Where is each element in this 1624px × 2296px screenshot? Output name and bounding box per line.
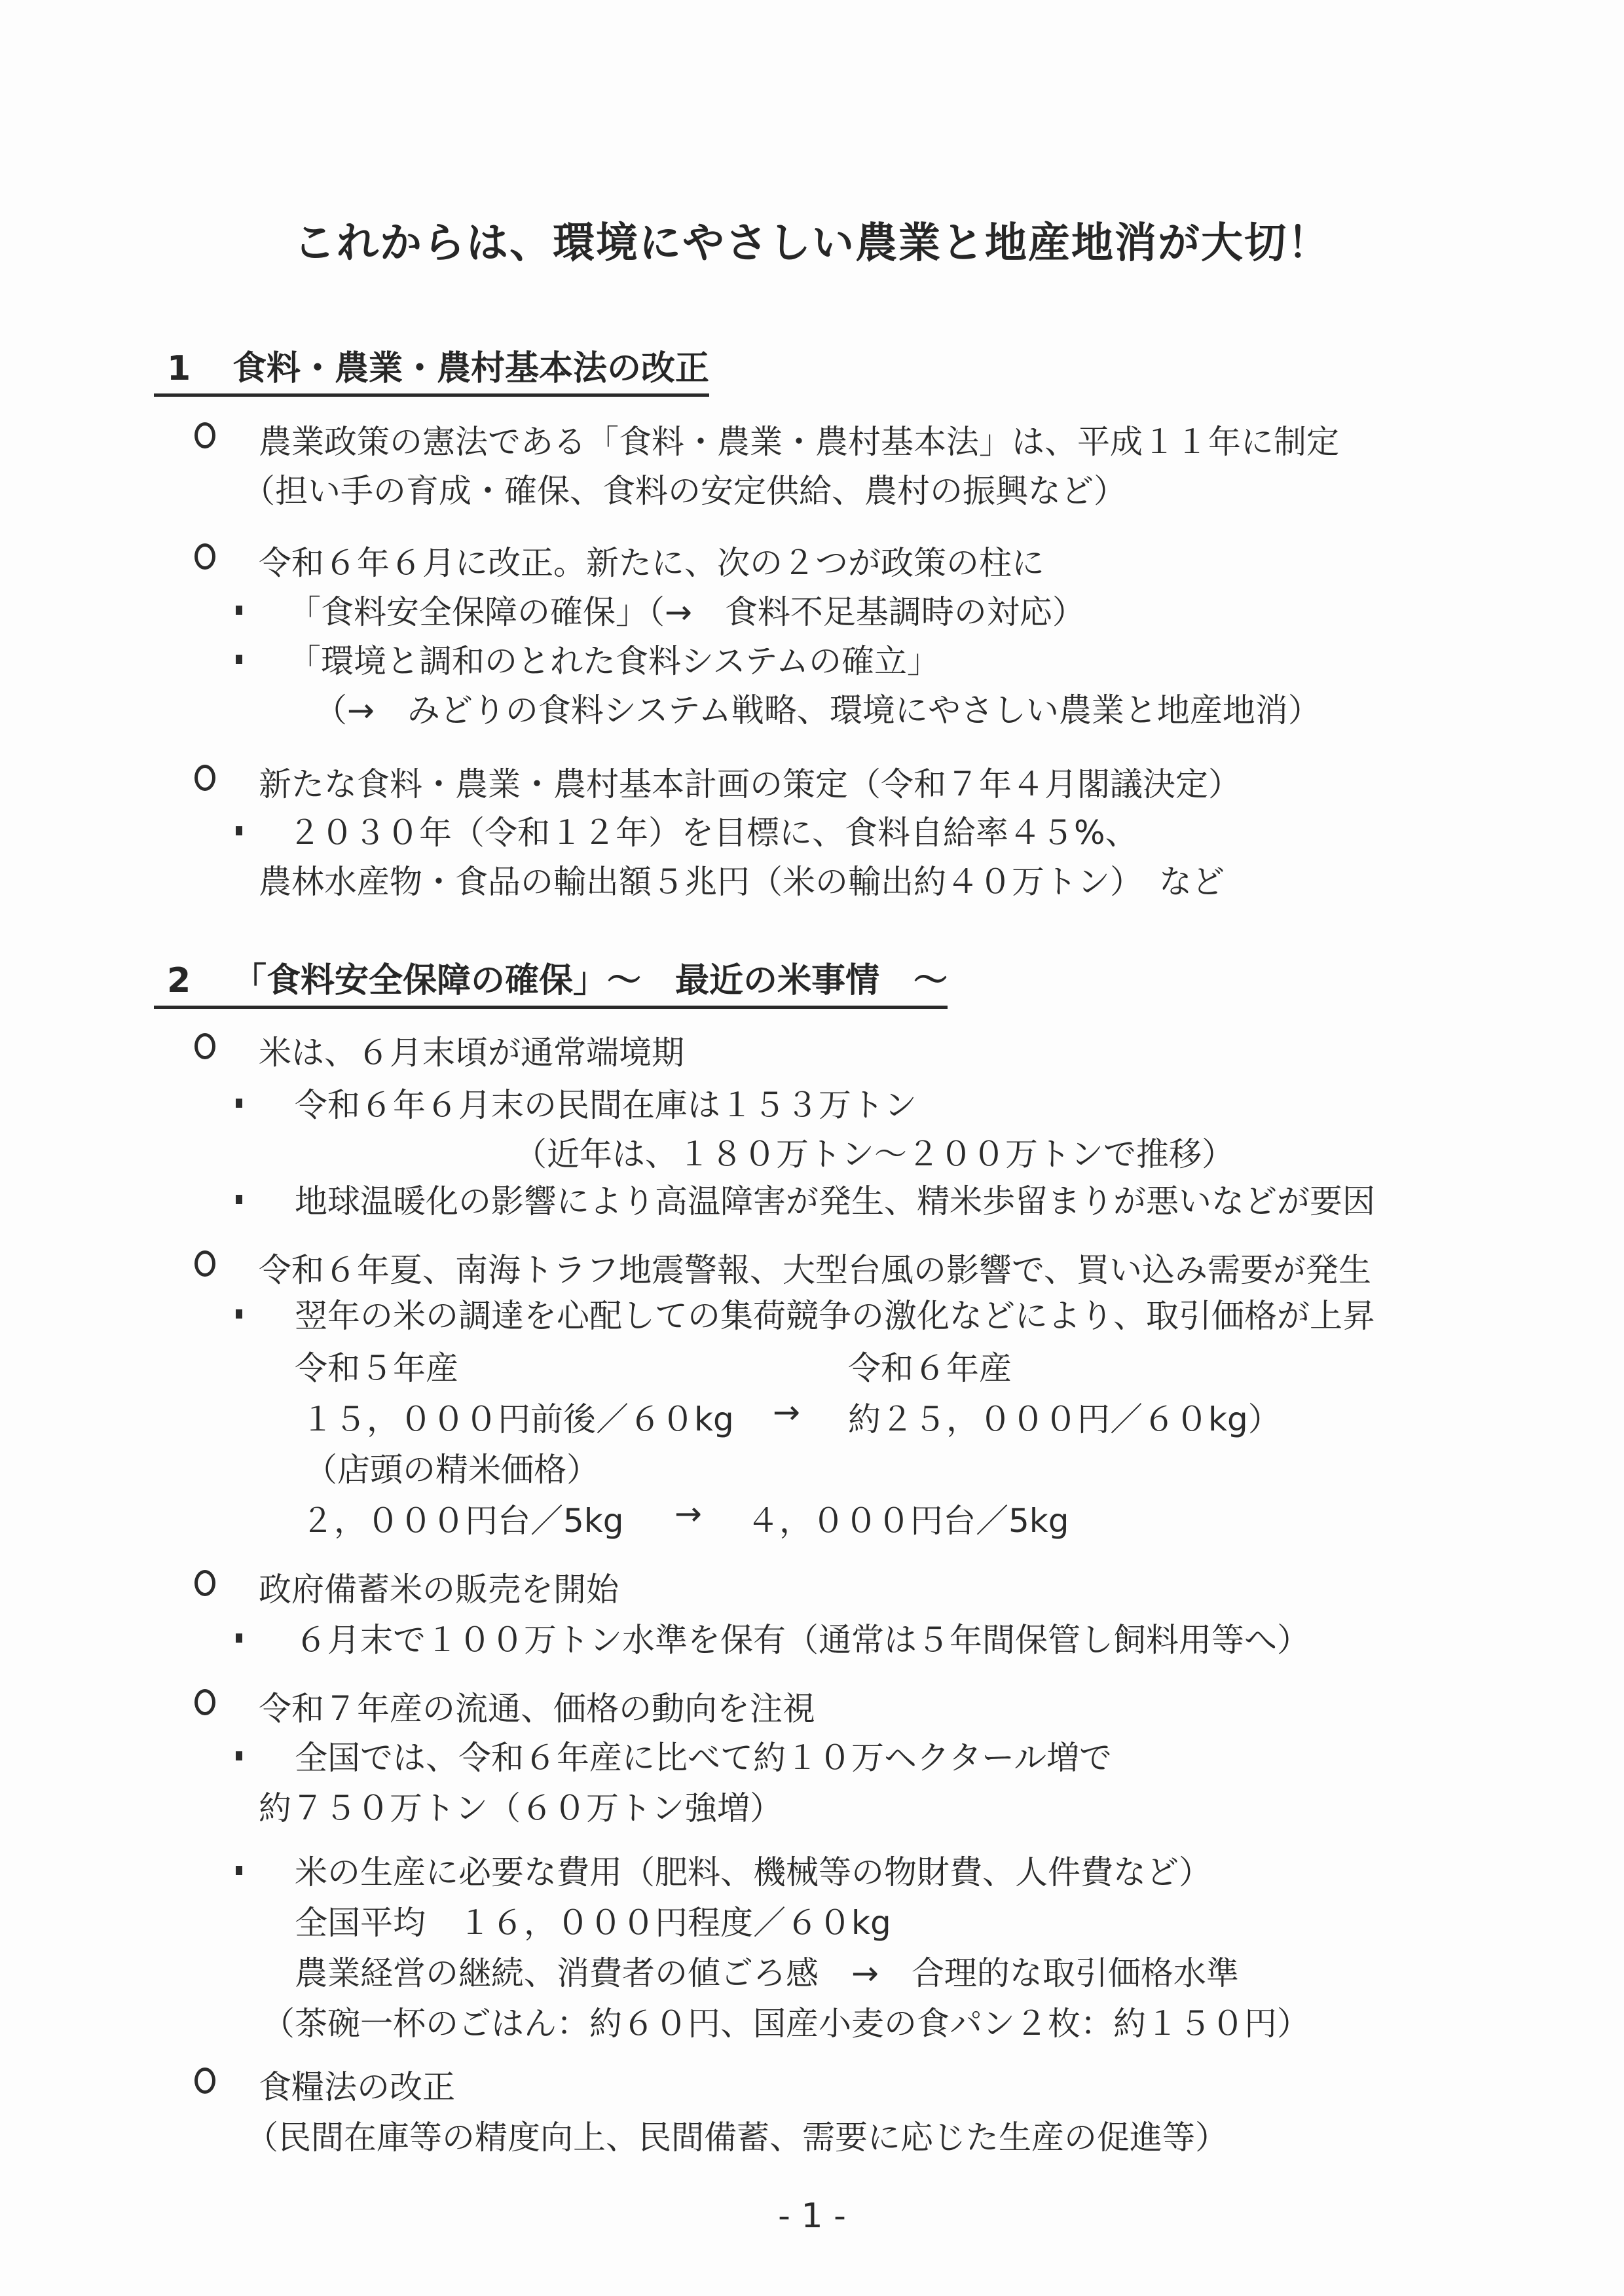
dot-bullet-icon (236, 655, 242, 664)
circle-bullet-icon (194, 1570, 215, 1596)
bullet-text: ６月末で１００万トン水準を保有（通常は５年間保管し飼料用等へ） (295, 1621, 1310, 1659)
wholesale-price-from: １５，０００円前後／６０kg (301, 1400, 734, 1438)
retail-price-from: ２，０００円台／5kg (301, 1502, 624, 1540)
circle-bullet-icon (194, 422, 215, 448)
bullet-text: 「食料安全保障の確保」（→ 食料不足基調時の対応） (288, 593, 1085, 631)
page-number: - 1 - (778, 2196, 846, 2236)
bullet-text: 地球温暖化の影響により高温障害が発生、精米歩留まりが悪いなどが要因 (295, 1182, 1375, 1220)
dot-bullet-icon (236, 606, 242, 615)
circle-bullet-icon (194, 765, 215, 791)
dot-bullet-icon (236, 1751, 242, 1760)
bullet-text: 約７５０万トン（６０万トン強増） (259, 1789, 783, 1827)
dot-bullet-icon (236, 826, 242, 835)
section-2-heading (154, 953, 948, 1009)
circle-bullet-icon (194, 543, 215, 570)
dot-bullet-icon (236, 1309, 242, 1319)
circle-bullet-icon (194, 1250, 215, 1277)
circle-bullet-icon (194, 1689, 215, 1715)
item-text: 令和６年夏、南海トラフ地震警報、大型台風の影響で、買い込み需要が発生 (259, 1251, 1371, 1289)
item-text: 米は、６月末頃が通常端境期 (259, 1034, 684, 1072)
price-from-label: 令和５年産 (295, 1349, 458, 1387)
bullet-text: ２０３０年（令和１２年）を目標に、食料自給率４５%、 (288, 814, 1138, 852)
circle-bullet-icon (194, 2068, 215, 2094)
bullet-text: 「環境と調和のとれた食料システムの確立」 (288, 642, 940, 680)
price-to-label: 令和６年産 (848, 1349, 1012, 1387)
section-2-title: 「食料安全保障の確保」～ 最近の米事情 ～ (232, 961, 948, 1000)
bullet-text: 令和６年６月末の民間在庫は１５３万トン (295, 1086, 917, 1124)
bullet-text: 全国では、令和６年産に比べて約１０万ヘクタール増で (295, 1739, 1112, 1777)
item-text: （担い手の育成・確保、食料の安定供給、農村の振興など） (242, 472, 1126, 510)
section-1-number: 1 (167, 349, 191, 388)
dot-bullet-icon (236, 1099, 242, 1108)
section-1-title: 食料・農業・農村基本法の改正 (232, 349, 710, 388)
arrow-right-icon: → (773, 1393, 800, 1431)
item-text: 令和６年６月に改正。新たに、次の２つが政策の柱に (259, 544, 1044, 582)
wholesale-price-to: 約２５，０００円／６０kg） (848, 1400, 1281, 1438)
section-2-number: 2 (167, 961, 191, 1000)
bullet-text: 全国平均 １６，０００円程度／６０kg (295, 1904, 891, 1942)
arrow-right-icon: → (674, 1495, 702, 1533)
item-text: 令和７年産の流通、価格の動向を注視 (259, 1690, 815, 1728)
dot-bullet-icon (236, 1195, 242, 1204)
item-text: 新たな食料・農業・農村基本計画の策定（令和７年４月閣議決定） (259, 765, 1241, 803)
bullet-text: 翌年の米の調達を心配しての集荷競争の激化などにより、取引価格が上昇 (295, 1297, 1375, 1335)
circle-bullet-icon (194, 1033, 215, 1059)
item-text: 農業政策の憲法である「食料・農業・農村基本法」は、平成１１年に制定 (259, 423, 1339, 461)
bullet-text: （近年は、１８０万トン～２００万トンで推移） (514, 1135, 1234, 1173)
bullet-text: （→ みどりの食料システム戦略、環境にやさしい農業と地産地消） (314, 691, 1321, 729)
section-1-heading (154, 340, 709, 397)
bullet-text: 農林水産物・食品の輸出額５兆円（米の輸出約４０万トン） など (259, 863, 1225, 901)
document-title: これからは、環境にやさしい農業と地産地消が大切！ (293, 219, 1331, 268)
dot-bullet-icon (236, 1633, 242, 1643)
bullet-text: （茶碗一杯のごはん：約６０円、国産小麦の食パン２枚：約１５０円） (262, 2005, 1310, 2043)
retail-price-to: ４，０００円台／5kg (747, 1502, 1069, 1540)
dot-bullet-icon (236, 1866, 242, 1875)
item-text: 政府備蓄米の販売を開始 (259, 1571, 619, 1609)
bullet-text: 農業経営の継続、消費者の値ごろ感 → 合理的な取引価格水準 (295, 1954, 1239, 1992)
retail-price-label: （店頭の精米価格） (304, 1451, 599, 1489)
item-text: （民間在庫等の精度向上、民間備蓄、需要に応じた生産の促進等） (246, 2119, 1228, 2157)
item-text: 食糧法の改正 (259, 2068, 455, 2106)
bullet-text: 米の生産に必要な費用（肥料、機械等の物財費、人件費など） (295, 1853, 1211, 1891)
